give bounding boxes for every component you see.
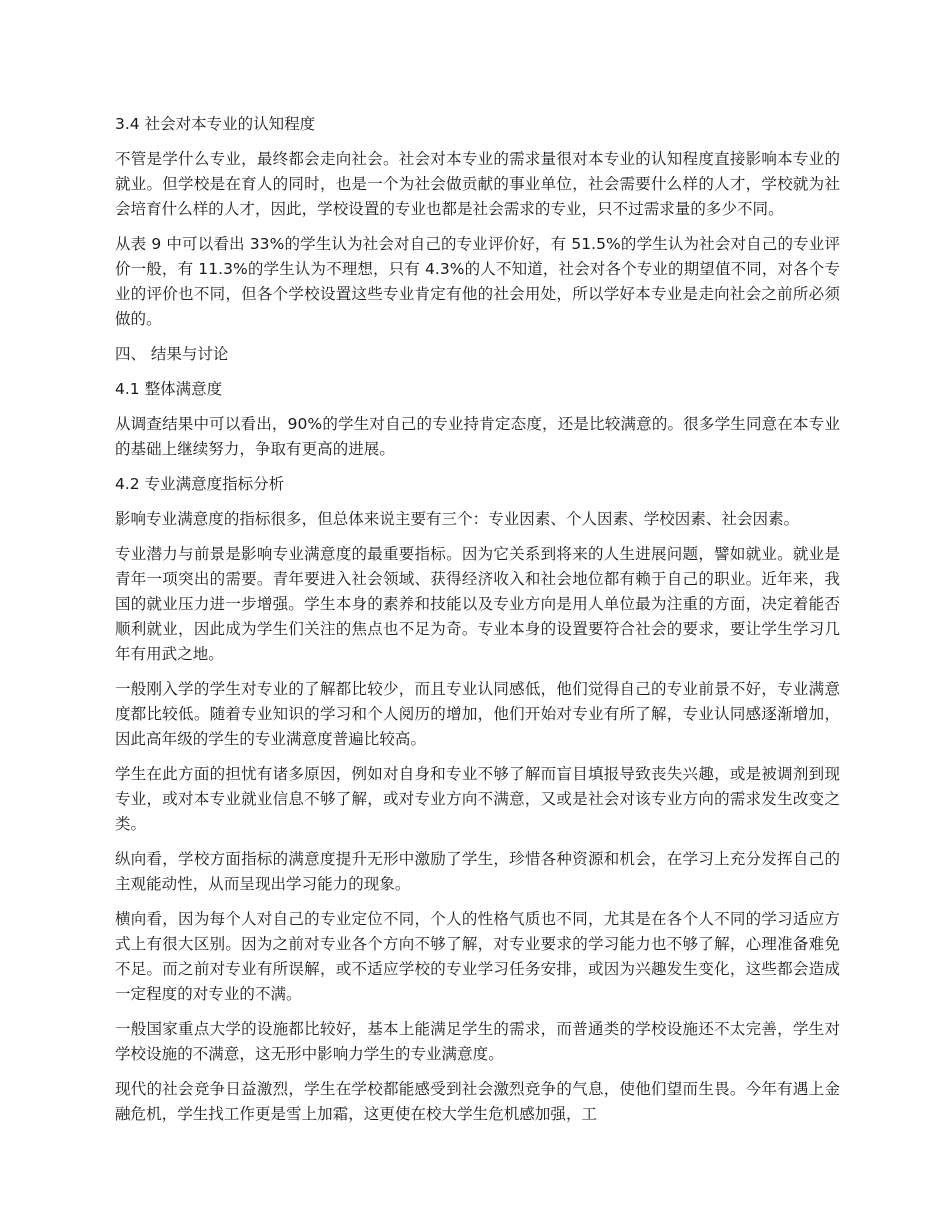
paragraph: 不管是学什么专业，最终都会走向社会。社会对本专业的需求量很对本专业的认知程度直接影响本专业的就业。但学校是在育人的同时，也是一个为社会做贡献的事业单位，社会需要什么样的人才，学校就为社会培育什么样的人才，因此，学校设置的专业也都是社会需求的专业，只不过需求量的多少不同。: [115, 150, 840, 218]
paragraph: 从调查结果中可以看出，90%的学生对自己的专业持肯定态度，还是比较满意的。很多学生同意在本专业的基础上继续努力，争取有更高的进展。: [115, 415, 840, 458]
paragraph: 影响专业满意度的指标很多，但总体来说主要有三个：专业因素、个人因素、学校因素、社会因素。: [115, 510, 800, 528]
section-heading-4-2: 4.2 专业满意度指标分析: [115, 475, 285, 493]
section-heading-3-4: 3.4 社会对本专业的认知程度: [115, 115, 316, 133]
paragraph: 纵向看，学校方面指标的满意度提升无形中激励了学生，珍惜各种资源和机会，在学习上充分发挥自己的主观能动性，从而呈现出学习能力的现象。: [115, 850, 840, 893]
paragraph: 现代的社会竞争日益激烈，学生在学校都能感受到社会激烈竞争的气息，使他们望而生畏。今年有遇上金融危机，学生找工作更是雪上加霜，这更使在校大学生危机感加强，工: [115, 1080, 840, 1123]
paragraph: 一般国家重点大学的设施都比较好，基本上能满足学生的需求，而普通类的学校设施还不太完善，学生对学校设施的不满意，这无形中影响力学生的专业满意度。: [115, 1020, 840, 1063]
paragraph: 一般刚入学的学生对专业的了解都比较少，而且专业认同感低，他们觉得自己的专业前景不好，专业满意度都比较低。随着专业知识的学习和个人阅历的增加，他们开始对专业有所了解，专业认同感逐渐增加，因此高年级的学生的专业满意度普遍比较高。: [115, 680, 840, 748]
chapter-heading-4: 四、 结果与讨论: [115, 345, 229, 363]
paragraph: 专业潜力与前景是影响专业满意度的最重要指标。因为它关系到将来的人生进展问题，譬如就业。就业是青年一项突出的需要。青年要进入社会领域、获得经济收入和社会地位都有赖于自己的职业。近年来，我国的就业压力进一步增强。学生本身的素养和技能以及专业方向是用人单位最为注重的方面，决定着能否顺利就业，因此成为学生们关注的焦点也不足为奇。专业本身的设置要符合社会的要求，要让学生学习几年有用武之地。: [115, 545, 840, 663]
section-heading-4-1: 4.1 整体满意度: [115, 380, 223, 398]
document-page: [115, 112, 840, 1137]
paragraph: 学生在此方面的担忧有诸多原因，例如对自身和专业不够了解而盲目填报导致丧失兴趣，或是被调剂到现专业，或对本专业就业信息不够了解，或对专业方向不满意，又或是社会对该专业方向的需求发生改变之类。: [115, 765, 840, 833]
paragraph: 从表 9 中可以看出 33%的学生认为社会对自己的专业评价好，有 51.5%的学生认为社会对自己的专业评价一般，有 11.3%的学生认为不理想，只有 4.3%的人不知道，社会对各个专业的期望值不同，对各个专业的评价也不同，但各个学校设置这些专业肯定有他的社会用处，所以学好本专业是走向社会之前所必须做的。: [115, 235, 840, 328]
paragraph: 横向看，因为每个人对自己的专业定位不同，个人的性格气质也不同，尤其是在各个人不同的学习适应方式上有很大区别。因为之前对专业各个方向不够了解，对专业要求的学习能力也不够了解，心理准备难免不足。而之前对专业有所误解，或不适应学校的专业学习任务安排，或因为兴趣发生变化，这些都会造成一定程度的对专业的不满。: [115, 910, 840, 1003]
